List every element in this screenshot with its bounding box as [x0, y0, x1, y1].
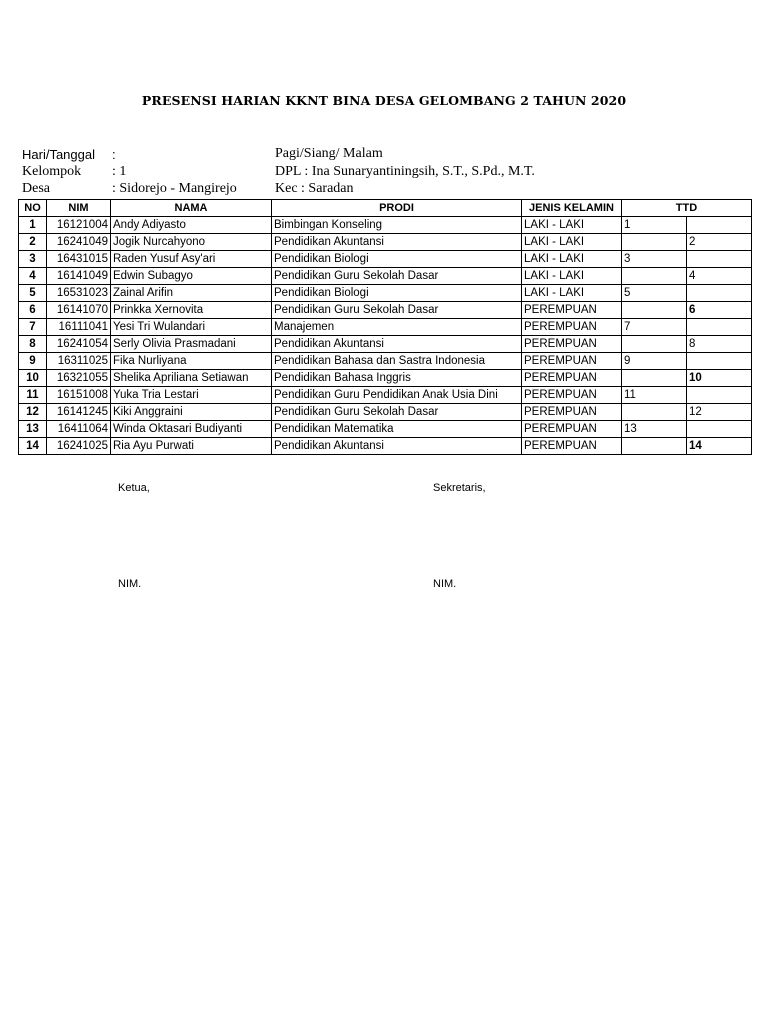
row-nama: Serly Olivia Prasmadani	[111, 336, 272, 353]
row-prodi: Pendidikan Guru Sekolah Dasar	[272, 268, 522, 285]
row-jenis-kelamin: PEREMPUAN	[522, 336, 622, 353]
header-ttd: TTD	[622, 200, 752, 217]
row-jenis-kelamin: PEREMPUAN	[522, 387, 622, 404]
row-nama: Fika Nurliyana	[111, 353, 272, 370]
row-nim: 16241054	[47, 336, 111, 353]
row-ttd-signature: 11	[622, 387, 687, 404]
row-prodi: Pendidikan Akuntansi	[272, 234, 522, 251]
row-jenis-kelamin: PEREMPUAN	[522, 438, 622, 455]
row-ttd-empty	[622, 370, 687, 387]
table-header-row	[19, 200, 752, 217]
row-prodi: Pendidikan Bahasa Inggris	[272, 370, 522, 387]
row-no: 2	[19, 234, 47, 251]
row-ttd-empty	[687, 251, 752, 268]
table-body	[19, 217, 752, 455]
row-no: 6	[19, 302, 47, 319]
attendance-table	[18, 199, 752, 455]
row-prodi: Pendidikan Akuntansi	[272, 438, 522, 455]
ketua-nim-label: NIM.	[118, 578, 142, 590]
row-ttd-signature: 9	[622, 353, 687, 370]
row-ttd-empty	[687, 387, 752, 404]
header-jenis-kelamin: JENIS KELAMIN	[522, 200, 622, 217]
table-row	[19, 251, 752, 268]
row-jenis-kelamin: PEREMPUAN	[522, 370, 622, 387]
row-ttd-empty	[622, 234, 687, 251]
document-title: PRESENSI HARIAN KKNT BINA DESA GELOMBANG 2 TAHUN 2020	[141, 93, 627, 108]
row-ttd-empty	[622, 336, 687, 353]
row-nama: Andy Adiyasto	[111, 217, 272, 234]
table-row	[19, 370, 752, 387]
row-ttd-signature: 3	[622, 251, 687, 268]
row-ttd-empty	[622, 404, 687, 421]
table-row	[19, 302, 752, 319]
row-ttd-signature: 5	[622, 285, 687, 302]
row-nama: Yuka Tria Lestari	[111, 387, 272, 404]
dpl-text: DPL : Ina Sunaryantiningsih, S.T., S.Pd., M.T.	[275, 164, 535, 179]
row-ttd-empty	[687, 353, 752, 370]
table-row	[19, 217, 752, 234]
row-prodi: Pendidikan Akuntansi	[272, 336, 522, 353]
table-row	[19, 387, 752, 404]
waktu-text: Pagi/Siang/ Malam	[275, 146, 383, 161]
table-row	[19, 404, 752, 421]
row-ttd-empty	[687, 285, 752, 302]
row-jenis-kelamin: LAKI - LAKI	[522, 285, 622, 302]
row-prodi: Pendidikan Guru Sekolah Dasar	[272, 404, 522, 421]
row-jenis-kelamin: PEREMPUAN	[522, 353, 622, 370]
row-nim: 16141245	[47, 404, 111, 421]
row-ttd-empty	[622, 302, 687, 319]
row-jenis-kelamin: LAKI - LAKI	[522, 217, 622, 234]
row-nim: 16141070	[47, 302, 111, 319]
row-no: 14	[19, 438, 47, 455]
row-ttd-empty	[687, 319, 752, 336]
row-prodi: Pendidikan Biologi	[272, 251, 522, 268]
row-nama: Winda Oktasari Budiyanti	[111, 421, 272, 438]
row-nim: 16111041	[47, 319, 111, 336]
row-no: 13	[19, 421, 47, 438]
row-jenis-kelamin: LAKI - LAKI	[522, 234, 622, 251]
header-no: NO	[19, 200, 47, 217]
row-nim: 16241025	[47, 438, 111, 455]
row-nama: Shelika Apriliana Setiawan	[111, 370, 272, 387]
row-prodi: Pendidikan Matematika	[272, 421, 522, 438]
row-nama: Kiki Anggraini	[111, 404, 272, 421]
row-nama: Jogik Nurcahyono	[111, 234, 272, 251]
row-nim: 16241049	[47, 234, 111, 251]
row-no: 11	[19, 387, 47, 404]
row-nim: 16121004	[47, 217, 111, 234]
header-prodi: PRODI	[272, 200, 522, 217]
table-row	[19, 234, 752, 251]
row-no: 3	[19, 251, 47, 268]
row-nama: Yesi Tri Wulandari	[111, 319, 272, 336]
row-ttd-empty	[687, 217, 752, 234]
row-nama: Ria Ayu Purwati	[111, 438, 272, 455]
row-jenis-kelamin: PEREMPUAN	[522, 319, 622, 336]
desa-value: : Sidorejo - Mangirejo	[112, 181, 237, 196]
kec-text: Kec : Saradan	[275, 181, 354, 196]
header-nama: NAMA	[111, 200, 272, 217]
row-no: 12	[19, 404, 47, 421]
row-nim: 16151008	[47, 387, 111, 404]
row-nama: Prinkka Xernovita	[111, 302, 272, 319]
row-ttd-signature: 4	[687, 268, 752, 285]
row-no: 4	[19, 268, 47, 285]
row-nim: 16311025	[47, 353, 111, 370]
row-jenis-kelamin: LAKI - LAKI	[522, 251, 622, 268]
row-no: 1	[19, 217, 47, 234]
row-prodi: Pendidikan Guru Sekolah Dasar	[272, 302, 522, 319]
row-ttd-signature: 10	[687, 370, 752, 387]
kelompok-label: Kelompok	[22, 164, 82, 179]
row-ttd-signature: 2	[687, 234, 752, 251]
row-nim: 16411064	[47, 421, 111, 438]
table-row	[19, 353, 752, 370]
row-ttd-signature: 14	[687, 438, 752, 455]
sekretaris-label: Sekretaris,	[433, 482, 486, 494]
row-no: 5	[19, 285, 47, 302]
row-nama: Raden Yusuf Asy'ari	[111, 251, 272, 268]
row-prodi: Pendidikan Guru Pendidikan Anak Usia Dini	[272, 387, 522, 404]
ketua-label: Ketua,	[118, 482, 150, 494]
row-jenis-kelamin: PEREMPUAN	[522, 404, 622, 421]
row-no: 9	[19, 353, 47, 370]
hari-tanggal-label: Hari/Tanggal	[22, 147, 95, 162]
row-no: 10	[19, 370, 47, 387]
table-row	[19, 438, 752, 455]
row-no: 8	[19, 336, 47, 353]
row-ttd-empty	[687, 421, 752, 438]
table-row	[19, 285, 752, 302]
row-ttd-empty	[622, 268, 687, 285]
row-jenis-kelamin: LAKI - LAKI	[522, 268, 622, 285]
desa-label: Desa	[22, 181, 50, 196]
row-prodi: Bimbingan Konseling	[272, 217, 522, 234]
row-nama: Zainal Arifin	[111, 285, 272, 302]
hari-tanggal-value: :	[112, 147, 116, 162]
row-ttd-empty	[622, 438, 687, 455]
table-row	[19, 268, 752, 285]
row-jenis-kelamin: PEREMPUAN	[522, 302, 622, 319]
row-ttd-signature: 12	[687, 404, 752, 421]
header-nim: NIM	[47, 200, 111, 217]
row-ttd-signature: 1	[622, 217, 687, 234]
row-ttd-signature: 7	[622, 319, 687, 336]
table-row	[19, 336, 752, 353]
row-nim: 16141049	[47, 268, 111, 285]
row-prodi: Pendidikan Biologi	[272, 285, 522, 302]
row-ttd-signature: 8	[687, 336, 752, 353]
table-row	[19, 319, 752, 336]
sekretaris-nim-label: NIM.	[433, 578, 457, 590]
row-jenis-kelamin: PEREMPUAN	[522, 421, 622, 438]
row-ttd-signature: 6	[687, 302, 752, 319]
row-nim: 16431015	[47, 251, 111, 268]
kelompok-value: : 1	[112, 164, 127, 179]
row-nim: 16531023	[47, 285, 111, 302]
row-ttd-signature: 13	[622, 421, 687, 438]
table-row	[19, 421, 752, 438]
row-prodi: Manajemen	[272, 319, 522, 336]
row-no: 7	[19, 319, 47, 336]
row-nama: Edwin Subagyo	[111, 268, 272, 285]
row-nim: 16321055	[47, 370, 111, 387]
row-prodi: Pendidikan Bahasa dan Sastra Indonesia	[272, 353, 522, 370]
